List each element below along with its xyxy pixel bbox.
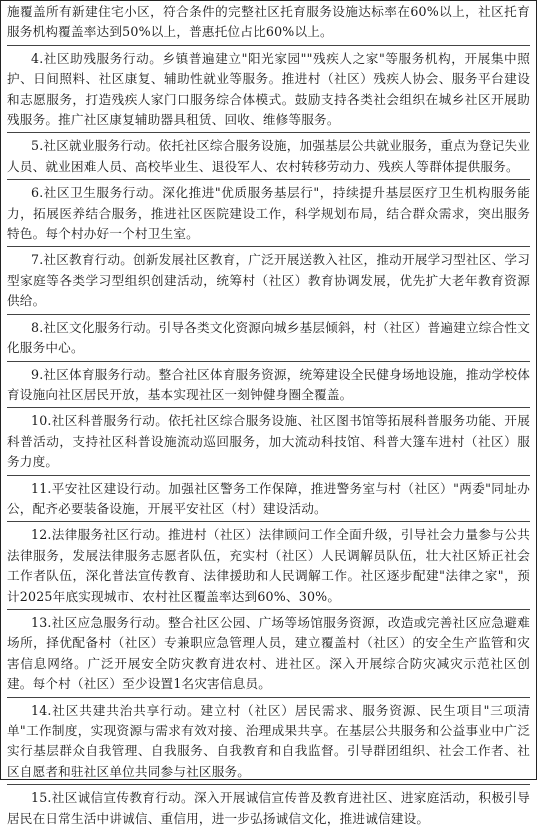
divider [7, 361, 530, 362]
paragraph-integrity-education: 15.社区诚信宣传教育行动。深入开展诚信宣传普及教育进社区、进家庭活动，积极引导居民在日常生活中讲诚信、重信用，进一步弘扬诚信文化，推进诚信建设。 [7, 790, 530, 826]
paragraph-culture-service: 8.社区文化服务行动。引导各类文化资源向城乡基层倾斜，村（社区）普遍建立综合性文化服务中心。 [7, 319, 530, 356]
paragraph-emergency-service: 13.社区应急服务行动。整合社区公园、广场等场馆服务资源，改造或完善社区应急避难场所，择优配备村（社区）专兼职应急管理人员，建立覆盖村（社区）的安全生产监管和灾害信息网络。广泛开展安全防灾教育进农村、进社区。深入开展综合防灾减灾示范社区创建。每个村（社区）至少设置1名灾害信息员。 [7, 614, 530, 692]
paragraph-legal-service: 12.法律服务社区行动。推进村（社区）法律顾问工作全面升级，引导社会力量参与公共法律服务，发展法律服务志愿者队伍，充实村（社区）人民调解员队伍，壮大社区矫正社会工作者队伍，深化普法宣传教育、法律援助和人民调解工作。社区逐步配建"法律之家"，预计2025年底实现城市、农村社区覆盖率达到60%、30%。 [7, 527, 530, 604]
divider [7, 132, 530, 133]
divider [7, 45, 530, 46]
divider [7, 521, 530, 522]
divider [7, 475, 530, 476]
paragraph-science-service: 10.社区科普服务行动。依托社区综合服务设施、社区图书馆等拓展科普服务功能、开展科普活动，支持社区科普设施流动巡回服务，加大流动科技馆、科普大篷车进村（社区）服务力度。 [7, 413, 530, 470]
paragraph-employment-service: 5.社区就业服务行动。依托社区综合服务设施，加强基层公共就业服务，重点为登记失业人员、就业困难人员、高校毕业生、退役军人、农村转移劳动力、残疾人等群体提供服务。 [7, 138, 530, 174]
divider [7, 407, 530, 408]
divider [7, 246, 530, 247]
divider [7, 609, 530, 610]
divider [7, 697, 530, 698]
paragraph-education: 7.社区教育行动。创新发展社区教育，广泛开展送教入社区，推动开展学习型社区、学习型家庭等各类学习型组织创建活动，统筹村（社区）教育协调发展，优先扩大老年教育资源供给。 [7, 252, 530, 309]
paragraph-safe-community: 11.平安社区建设行动。加强社区警务工作保障，推进警务室与村（社区）"两委"同址办公，配齐必要装备设施，开展平安社区（村）建设活动。 [7, 480, 530, 516]
paragraph-disability-service: 4.社区助残服务行动。乡镇普遍建立"阳光家园""残疾人之家"等服务机构，开展集中照护、日间照料、社区康复、辅助性就业等服务。推进村（社区）残疾人协会、服务平台建设和志愿服务，打造残疾人家门口服务综合体模式。鼓励支持各类社会组织在城乡社区开展助残服务。推广社区康复辅助器具租赁、回收、维修等服务。 [7, 50, 530, 128]
paragraph-health-service: 6.社区卫生服务行动。深化推进"优质服务基层行"，持续提升基层医疗卫生机构服务能力，拓展医养结合服务，推进社区医院建设工作，科学规划布局，结合群众需求，突出服务特色。每个村办好一个村卫生室。 [7, 185, 530, 242]
divider [7, 179, 530, 180]
divider [7, 314, 530, 315]
divider [7, 784, 530, 785]
paragraph-sports-service: 9.社区体育服务行动。整合社区体育服务资源，统筹建设全民健身场地设施，推动学校体育设施向社区居民开放，基本实现社区一刻钟健身圈全覆盖。 [7, 366, 530, 402]
paragraph-co-governance: 14.社区共建共治共享行动。建立村（社区）居民需求、服务资源、民生项目"三项清单"工作制度，实现资源与需求有效对接、治理成果共享。在基层公共服务和公益事业中广泛实行基层群众自我管理、自我服务、自我教育和自我监督。引导群团组织、社会工作者、社区自愿者和驻社区单位共同参与社区服务。 [7, 702, 530, 779]
paragraph-childcare-continued: 施覆盖所有新建住宅小区，符合条件的完整社区托育服务设施达标率在60%以上，社区托育服务机构覆盖率达到50%以上，普惠托位占比60%以上。 [7, 4, 530, 40]
